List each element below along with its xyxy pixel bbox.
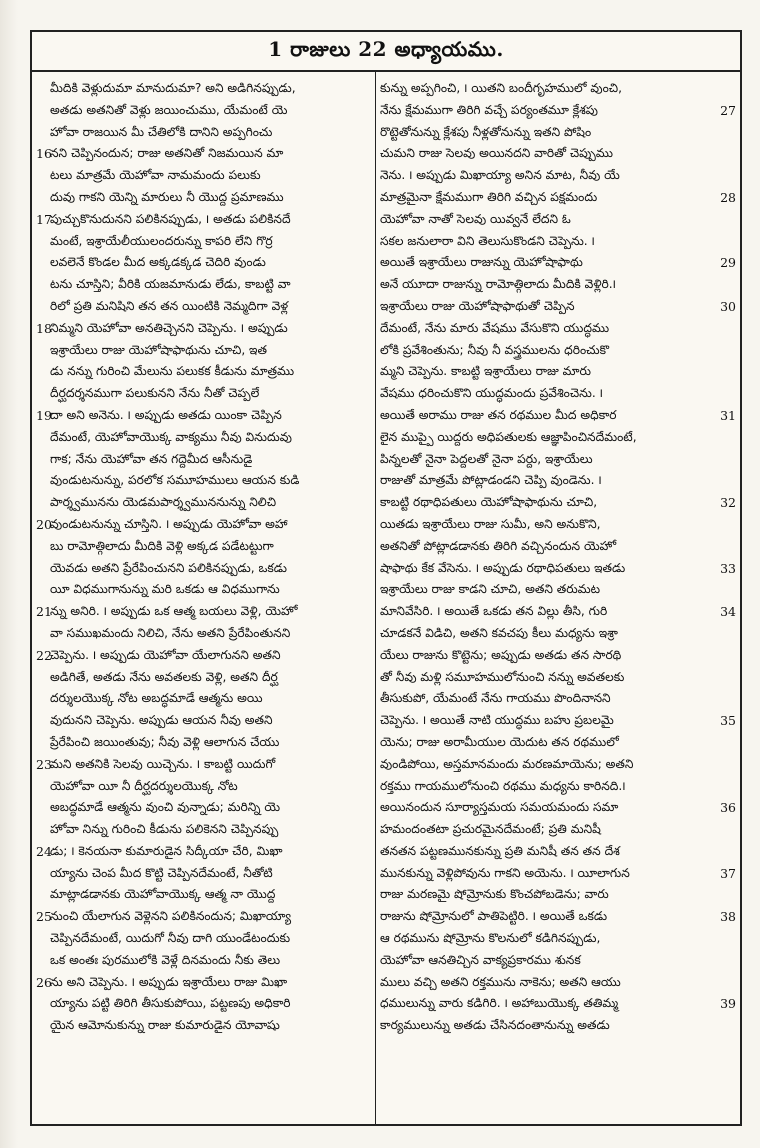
left-text-line [36,667,371,689]
verse-text: షాఫాథు కేక వేసెను. ౹ అప్పుడు రథాధిపతులు ఇతడు [380,560,626,575]
verse-text: మ్మని చెప్పెను. కాబట్టి ఇశ్రాయేలు రాజు మారు [380,364,591,379]
right-text-line [380,492,736,514]
left-text-line [36,928,371,950]
verse-text: తీసుకుపో, యేమంటే నేను గాయము పొందినానని [380,691,611,706]
verse-text: యైన ఆమోనుకున్ను రాజు కుమారుడైన యోవాషు [50,1018,280,1033]
right-text-line [380,972,736,994]
left-text-line [36,841,371,863]
left-text-line [36,884,371,906]
left-text-line [36,405,371,427]
verse-text: లోకి ప్రవేశింతును; నీవు నీ వస్త్రములను ధరించుకొ [380,342,610,357]
verse-number: 27 [720,102,736,118]
verse-text: సకల జనులారా విని తెలుసుకొండని చెప్పెను. ౹ [380,233,595,248]
right-text-line [380,863,736,885]
verse-text: లైన ముప్పై యిద్దరు అధిపతులకు ఆజ్ఞాపించినదేమంటే, [380,429,637,444]
verse-text: మంటే, ఇశ్రాయేలీయులందరున్ను కాపరి లేని గొర్ర [50,233,273,248]
verse-text: అనే యూదా రాజున్ను రామోత్గిలాదు మీదికి వెళ్లిరి.౹ [380,277,616,292]
verse-text: మానివేసిరి. ౹ అయితే ఒకడు తన విల్లు తీసి, గురి [380,604,608,619]
left-text-line [36,776,371,798]
right-text-line [380,165,736,187]
left-text-line [36,231,371,253]
verse-text: య్యాను చెంప మీద కొట్టి చెప్పినదేమంటే, నీతోటి [50,865,273,880]
right-text-line [380,209,736,231]
left-text-line [36,361,371,383]
verse-number: 17 [36,211,52,227]
verse-text: తో నీవు మళ్లి సమూహములోనుంచి నన్ను అవతలకు [380,669,625,684]
left-text-line [36,972,371,994]
verse-text: దువు గాకని యెన్ని మారులు నీ యొద్ద ప్రమాణము [50,189,284,204]
right-text-line [380,797,736,819]
verse-text: పిన్నలతో నైనా పెద్దలతో నైనా పర్దు, ఇశ్రాయేలు [380,451,593,466]
right-text-line [380,993,736,1015]
left-text-line [36,340,371,362]
left-text-line [36,601,371,623]
verse-text: రక్తము గాయములోనుంచి రథము మధ్యను కారినది.౹ [380,778,626,793]
verse-number: 29 [720,255,736,271]
right-text-line [380,318,736,340]
verse-text: కున్ను అప్పగించి, ౹ యితని బందీగృహములో వుంచి, [380,81,622,95]
right-text-line [380,122,736,144]
verse-text: పార్శ్వమునను యెడమపార్శ్వముననున్ను నిలిచి [50,495,277,510]
verse-text: దీర్ఘదర్శనముగా పలుకునని నేను నీతో చెప్పలే [50,386,260,401]
verse-text: డు నన్ను గురించి మేలును పలుకక కీడును మాత్రము [50,364,295,379]
left-text-line [36,645,371,667]
left-text-line [36,78,371,100]
verse-text: తనతన పట్టణమునకున్ను ప్రతి మనిషీ తన తన దేశ [380,843,620,858]
verse-number: 22 [36,647,52,663]
verse-text: న్ను అనిరి. ౹ అప్పుడు ఒక ఆత్మ బయలు వెళ్లి, యెహో [50,604,298,619]
verse-text: వుండిపోయి, అస్తమానమందు మరణమాయెను; అతని [380,756,634,771]
right-text-line [380,884,736,906]
verse-text: చెప్పెను. ౹ అయితే నాటి యుద్ధము బహు ప్రబలమై [380,713,614,728]
verse-number: 24 [36,843,52,859]
right-text-line [380,187,736,209]
verse-text: ఒక అంతః పురములోకి వెళ్లే దినమందు నీకు తెలు [50,952,281,967]
verse-number: 21 [36,604,52,620]
verse-number: 20 [36,516,52,532]
verse-number: 37 [720,865,736,881]
left-text-line [36,165,371,187]
right-text-line [380,427,736,449]
left-text-line [36,274,371,296]
left-text-line [36,296,371,318]
right-text-line [380,296,736,318]
page-header [32,32,740,72]
left-text-line [36,187,371,209]
right-text-line [380,449,736,471]
verse-text: హోవా రాజయిన మీ చేతిలోకి దానిని అప్పగించు [50,124,273,139]
verse-number: 23 [36,756,52,772]
left-text-line [36,710,371,732]
right-text-line [380,470,736,492]
verse-number: 28 [720,189,736,205]
verse-number: 39 [720,996,736,1012]
verse-text: వుదునని చెప్పెను. అప్పుడు ఆయన నీవు అతని [50,713,273,728]
right-text-line [380,776,736,798]
left-text-line [36,558,371,580]
verse-text: దా అని అనెను. ౹ అప్పుడు అతడు యింకా చెప్పిన [50,407,282,422]
left-text-line [36,623,371,645]
verse-number: 30 [720,298,736,314]
right-text-line [380,667,736,689]
verse-text: యెహోవా నాతో సెలవు యివ్వనే లేదని ఓ [380,211,571,226]
verse-text: వుండుటనున్ను, పరలోక సమూహములు ఆయన కుడి [50,473,300,488]
verse-text: రాజుతో మాత్రమే పోట్లాడండని చెప్పి వుండెను. ౹ [380,473,602,488]
page-binding-shadow [0,0,18,1148]
left-text-line [36,732,371,754]
verse-text: మునకున్ను వెళ్లిపోవును గాకని అయెను. ౹ యీలాగున [380,865,630,880]
verse-text: పుచ్చుకొనుదునని పలికినప్పుడు, ౹ అతడు పలికినదే [50,211,291,226]
verse-text: నని చెప్పినందున; రాజు అతనితో నిజమయిన మా [50,146,284,161]
right-text-line [380,143,736,165]
verse-text: బు రామోత్గిలాదు మీదికి వెళ్లి అక్కడ పడేటట్టుగా [50,538,274,553]
verse-text: అయితే అరాము రాజు తన రథముల మీద అధికార [380,407,617,422]
left-text-line [36,122,371,144]
left-text-line [36,688,371,710]
verse-text: నిమ్మని యెహోవా అనతిచ్చెనని చెప్పెను. ౹ అప్పుడు [50,320,288,335]
verse-text: నెను. ౹ అప్పుడు మిఖాయ్యా అనిన మాట, నీవు యే [380,168,620,183]
verse-text: హమందంతటా ప్రచురమైనదేమంటే; ప్రతి మనిషీ [380,822,601,837]
left-text-line [36,863,371,885]
verse-text: ను అని చెప్పెను. ౹ అప్పుడు ఇశ్రాయేలు రాజు మిఖా [50,974,288,989]
verse-text: మాట్లాడడానకు యెహోవాయొక్క ఆత్మ నా యొద్ద [50,887,276,902]
verse-text: అడిగితే, అతడు నేను అవతలకు వెళ్లి, అతని దీర్ఘ [50,669,278,684]
verse-number: 35 [720,713,736,729]
verse-text: య్యాను పట్టి తిరిగి తీసుకుపోయి, పట్టణపు అధికారి [50,996,291,1011]
page-body [32,72,740,1124]
verse-number: 36 [720,800,736,816]
verse-text: చెప్పెను. ౹ అప్పుడు యెహోవా యేలాగునని అతని [50,647,281,662]
right-text-line [380,710,736,732]
left-text-line [36,427,371,449]
right-text-line [380,688,736,710]
right-text-line [380,274,736,296]
verse-text: అతడు అతనితో వెళ్లు జయించుము, యేమంటే యె [50,102,288,117]
verse-text: ప్రేరేపించి జయింతువు; నీవు వెళ్లి ఆలాగున చేయు [50,734,280,749]
verse-text: వుండుటనున్ను చూస్తిని. ౹ అప్పుడు యెహోవా అహా [50,516,288,531]
verse-text: గాక; నేను యెహోవా తన గద్దెమీద ఆసీనుడై [50,451,253,466]
verse-text: చెప్పినదేమంటే, యిదుగో నీవు దాగి యుండేటందుకు [50,931,291,946]
right-text-line [380,645,736,667]
verse-text: రొట్టెతోనున్ను క్లేశపు నీళ్లతోనున్ను ఇతని పోషిం [380,124,592,139]
right-text-line [380,950,736,972]
verse-text: యెవడు అతని ప్రేరేపించునని పలికినప్పుడు, ఒకడు [50,560,288,575]
verse-text: రాజును షోమ్రోనులో పాతిపెట్టిరి. ౹ అయితే ఒకడు [380,909,608,924]
verse-number: 31 [720,407,736,423]
verse-text: ఇశ్రాయేలు రాజు యెహోషాఫాథుతో చెప్పిన [380,298,575,313]
left-text-line [36,209,371,231]
verse-text: వేషము ధరించుకొని యుద్ధమందు ప్రవేశించెను. ౹ [380,386,603,401]
verse-text: కాబట్టి రథాధిపతులు యెహోషాఫాథును చూచి, [380,495,598,510]
verse-text: దేమంటే, నేను మారు వేషము వేసుకొని యుద్ధము [380,320,610,335]
right-text-line [380,623,736,645]
verse-text: రిలో ప్రతి మనిషిని తన తన యింటికి నెమ్మదిగా వెళ్ల [50,298,289,313]
left-text-line [36,383,371,405]
verse-text: ఇశ్రాయేలు రాజు యెహోషాఫాథును చూచి, ఇత [50,342,267,357]
verse-text: వా సముఖమందు నిలిచి, నేను అతని ప్రేరేపింతునని [50,625,291,640]
right-text-line [380,231,736,253]
verse-text: మాత్రమైనా క్షేమముగా తిరిగి వచ్చిన పక్షమందు [380,189,598,204]
verse-text: ములు వచ్చి అతని రక్తమును నాకెను; అతని ఆయు [380,974,621,989]
verse-number: 18 [36,320,52,336]
verse-number: 19 [36,407,52,423]
verse-text: యెహోవా ఆనతిచ్చిన వాక్యప్రకారము శునక [380,952,581,967]
verse-number: 38 [720,909,736,925]
left-text-line [36,514,371,536]
right-text-line [380,579,736,601]
verse-text: నుంచి యేలాగున వెళ్లెనని పలికినందున; మిఖాయ్యా [50,909,292,924]
left-text-line [36,819,371,841]
left-text-line [36,754,371,776]
right-text-line [380,383,736,405]
verse-text: యేలు రాజును కొట్టెను; అప్పుడు అతడు తన సారథి [380,647,622,662]
right-column [376,72,740,1124]
verse-number: 34 [720,604,736,620]
verse-text: ఇశ్రాయేలు రాజు కాడని చూచి, అతని తరుమట [380,582,601,597]
verse-text: మీదికి వెళ్లుదుమా మానుదుమా? అని అడిగినప్పుడు, [50,81,296,95]
right-text-line [380,601,736,623]
verse-text: యెహోవా యీ నీ దీర్ఘదర్శులయొక్క నోట [50,778,238,793]
verse-text: దేమంటే, యెహోవాయొక్క వాక్యము నీవు వినుదువు [50,429,292,444]
right-text-line [380,906,736,928]
verse-text: యెను; రాజు అరామీయుల యెదుట తన రథములో [380,734,619,749]
verse-text: యీ విధముగానున్ను మరి ఒకడు ఆ విధముగాను [50,582,280,597]
left-text-line [36,906,371,928]
right-text-line [380,1015,736,1037]
right-text-line [380,78,736,100]
right-text-line [380,405,736,427]
verse-text: అయితే ఇశ్రాయేలు రాజున్ను యెహోషాఫాథు [380,255,583,270]
left-text-line [36,449,371,471]
verse-number: 25 [36,909,52,925]
right-text-line [380,928,736,950]
verse-text: లవలెనే కొండల మీద అక్కడక్కడ చెదిరి వుండు [50,255,266,270]
verse-text: రాజు మరణమై షోమ్రోనుకు కొంచపోబడెను; వారు [380,887,609,902]
left-text-line [36,1015,371,1037]
left-text-line [36,579,371,601]
verse-text: అయినందున సూర్యాస్తమయ సమయమందు సమా [380,800,619,815]
left-column [32,72,376,1124]
right-text-line [380,361,736,383]
verse-text: చుమని రాజు సెలవు అయినదని వారితో చెప్పుము [380,146,613,161]
left-text-line [36,143,371,165]
chapter-title: 1 రాజులు 22 అధ్యాయము. [268,36,504,61]
verse-text: అతనితో పోట్లాడడానకు తిరిగి వచ్చినందున యెహో [380,538,617,553]
verse-text: దర్శులయొక్క నోట అబద్ధమాడే ఆత్మను అయి [50,691,263,706]
right-text-line [380,100,736,122]
verse-text: యితడు ఇశ్రాయేలు రాజు సుమీ, అని అనుకొని, [380,516,601,531]
left-text-line [36,318,371,340]
right-text-line [380,558,736,580]
verse-number: 33 [720,560,736,576]
right-text-line [380,819,736,841]
verse-text: నేను క్షేమముగా తిరిగి వచ్చే పర్యంతమూ క్లేశపు [380,102,598,117]
right-text-line [380,514,736,536]
verse-text: చూడకనే విడిచి, అతని కవచపు కీలు మధ్యను ఇశ్రా [380,625,618,640]
right-text-line [380,754,736,776]
left-text-line [36,993,371,1015]
left-text-line [36,797,371,819]
right-text-line [380,340,736,362]
left-text-line [36,470,371,492]
verse-text: అబద్ధమాడే ఆత్మను వుంచి వున్నాడు; మరిన్ని యె [50,800,281,815]
verse-text: ఆ రథమును షోమ్రోను కొలనులో కడిగినప్పుడు, [380,931,601,946]
right-text-line [380,252,736,274]
verse-text: కార్యములున్ను అతడు చేసినదంతానున్ను అతడు [380,1018,610,1033]
verse-number: 26 [36,974,52,990]
verse-text: టలు మాత్రమే యెహోవా నామమందు పలుకు [50,168,261,183]
right-text-line [380,841,736,863]
right-text-line [380,732,736,754]
verse-text: మని అతనికి సెలవు యిచ్చెను. ౹ కాబట్టి యిదుగో [50,756,276,771]
left-text-line [36,252,371,274]
scripture-page [30,30,742,1126]
left-text-line [36,536,371,558]
verse-text: ధములున్ను వారు కడిగిరి. ౹ అహాబుయొక్క తతిమ్మ [380,996,619,1011]
left-text-line [36,100,371,122]
verse-text: హోవా నిన్ను గురించి కీడును పలికెనని చెప్పినప్పు [50,822,279,837]
left-text-line [36,950,371,972]
verse-text: టను చూస్తిని; వీరికి యజమానుడు లేడు, కాబట్టి వా [50,277,291,292]
verse-text: డు; ౹ కెనయనా కుమారుడైన సిద్కీయా చేరి, మిఖా [50,843,283,858]
verse-number: 16 [36,146,52,162]
right-text-line [380,536,736,558]
verse-number: 32 [720,495,736,511]
left-text-line [36,492,371,514]
